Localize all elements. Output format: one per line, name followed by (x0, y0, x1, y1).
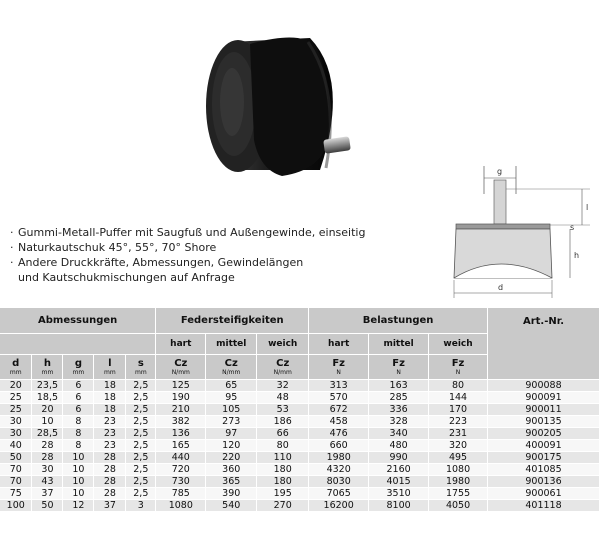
table-cell: 900061 (488, 488, 600, 500)
feature-text: Andere Druckkräfte, Abmessungen, Gewindelängen und Kautschukmischungen auf Anfrage (18, 256, 304, 284)
column-symbol: Fz (451, 357, 465, 369)
table-cell: 900205 (488, 428, 600, 440)
header-blank (0, 334, 156, 355)
table-cell: 480 (369, 440, 429, 452)
table-cell: 2,5 (126, 488, 156, 500)
column-symbol: Cz (174, 357, 188, 369)
table-cell: 336 (369, 404, 429, 416)
table-cell: 220 (206, 452, 257, 464)
column-symbol: g (74, 357, 82, 369)
table-cell: 95 (206, 392, 257, 404)
header-loads: Belastungen (309, 308, 488, 334)
table-cell: 190 (156, 392, 206, 404)
table-cell: 730 (156, 476, 206, 488)
table-cell: 28 (94, 464, 126, 476)
header-soft: weich (429, 334, 488, 355)
header-article-number: Art.-Nr. (488, 308, 600, 380)
table-cell: 390 (206, 488, 257, 500)
header-col-fz-hard (309, 355, 369, 380)
table-cell: 2,5 (126, 416, 156, 428)
table-cell: 10 (32, 416, 63, 428)
table-cell: 8 (63, 416, 94, 428)
table-cell: 328 (369, 416, 429, 428)
table-cell: 476 (309, 428, 369, 440)
table-cell: 48 (257, 392, 309, 404)
table-cell: 1080 (429, 464, 488, 476)
table-cell: 2,5 (126, 440, 156, 452)
header-col-cz-medium (206, 355, 257, 380)
table-cell: 180 (257, 476, 309, 488)
table-cell: 23,5 (32, 380, 63, 392)
table-cell: 900091 (488, 392, 600, 404)
table-cell: 23 (94, 416, 126, 428)
drawing-label-l: l (586, 203, 589, 212)
table-cell: 80 (429, 380, 488, 392)
column-symbol: d (12, 357, 20, 369)
header-col-l (94, 355, 126, 380)
column-symbol: s (137, 357, 144, 369)
column-symbol: Fz (332, 357, 345, 369)
table-cell: 2,5 (126, 392, 156, 404)
table-cell: 285 (369, 392, 429, 404)
column-symbol: h (43, 357, 52, 369)
column-unit: mm (104, 368, 116, 376)
table-cell: 440 (156, 452, 206, 464)
table-row (0, 416, 600, 428)
header-soft: weich (257, 334, 309, 355)
header-col-s (126, 355, 156, 380)
table-cell: 273 (206, 416, 257, 428)
table-cell: 18,5 (32, 392, 63, 404)
column-symbol: Cz (276, 357, 290, 369)
table-cell: 900088 (488, 380, 600, 392)
header-row-groups (0, 308, 600, 334)
header-stiffness: Federsteifigkeiten (156, 308, 309, 334)
table-cell: 20 (32, 404, 63, 416)
table-cell: 100 (0, 500, 32, 512)
table-cell: 4320 (309, 464, 369, 476)
table-cell: 3510 (369, 488, 429, 500)
drawing-label-d: d (498, 283, 504, 292)
table-cell: 18 (94, 404, 126, 416)
feature-item: · Naturkautschuk 45°, 55°, 70° Shore (10, 241, 217, 254)
table-cell: 30 (32, 464, 63, 476)
table-cell: 10 (63, 476, 94, 488)
column-unit: N/mm (273, 368, 292, 376)
column-symbol: l (108, 357, 112, 369)
table-cell: 2,5 (126, 452, 156, 464)
column-unit: N/mm (171, 368, 190, 376)
table-cell: 900135 (488, 416, 600, 428)
table-cell: 8100 (369, 500, 429, 512)
table-row (0, 380, 600, 392)
table-row (0, 500, 600, 512)
table-cell: 401085 (488, 464, 600, 476)
table-cell: 163 (369, 380, 429, 392)
table-cell: 6 (63, 380, 94, 392)
header-col-fz-medium (369, 355, 429, 380)
table-cell: 10 (63, 464, 94, 476)
table-cell: 270 (257, 500, 309, 512)
table-cell: 360 (206, 464, 257, 476)
table-cell: 195 (257, 488, 309, 500)
table-cell: 28 (94, 452, 126, 464)
header-col-cz-hard (156, 355, 206, 380)
product-photo (190, 20, 380, 195)
table-cell: 105 (206, 404, 257, 416)
table-cell: 70 (0, 476, 32, 488)
column-unit: N (396, 368, 401, 376)
table-body (0, 380, 600, 512)
table-cell: 990 (369, 452, 429, 464)
table-cell: 10 (63, 452, 94, 464)
table-cell: 30 (0, 416, 32, 428)
drawing-label-g: g (497, 167, 503, 176)
table-cell: 401118 (488, 500, 600, 512)
header-medium: mittel (206, 334, 257, 355)
table-cell: 28 (32, 440, 63, 452)
spec-table (0, 308, 600, 512)
technical-drawing (440, 158, 600, 303)
table-cell: 8030 (309, 476, 369, 488)
feature-item: · Gummi-Metall-Puffer mit Saugfuß und Außengewinde, einseitig (10, 226, 366, 239)
feature-item: · Andere Druckkräfte, Abmessungen, Gewindelängen und Kautschukmischungen auf Anfrage (10, 256, 304, 284)
table-cell: 365 (206, 476, 257, 488)
header-col-cz-soft (257, 355, 309, 380)
table-row (0, 440, 600, 452)
table-cell: 3 (126, 500, 156, 512)
drawing-label-h: h (574, 251, 580, 260)
column-symbol: Cz (224, 357, 238, 369)
table-cell: 900136 (488, 476, 600, 488)
table-cell: 28 (94, 488, 126, 500)
table-cell: 186 (257, 416, 309, 428)
table-cell: 2,5 (126, 380, 156, 392)
table-cell: 25 (0, 404, 32, 416)
table-cell: 8 (63, 428, 94, 440)
table-cell: 1980 (309, 452, 369, 464)
table-cell: 1080 (156, 500, 206, 512)
table-cell: 2,5 (126, 428, 156, 440)
table-cell: 231 (429, 428, 488, 440)
table-cell: 900175 (488, 452, 600, 464)
table-cell: 18 (94, 380, 126, 392)
table-cell: 458 (309, 416, 369, 428)
table-cell: 12 (63, 500, 94, 512)
table-cell: 2,5 (126, 464, 156, 476)
table-cell: 65 (206, 380, 257, 392)
header-col-g (63, 355, 94, 380)
feature-text: Naturkautschuk 45°, 55°, 70° Shore (18, 241, 217, 254)
table-cell: 40 (0, 440, 32, 452)
table-cell: 1980 (429, 476, 488, 488)
table-cell: 4050 (429, 500, 488, 512)
table-cell: 66 (257, 428, 309, 440)
table-cell: 32 (257, 380, 309, 392)
table-cell: 75 (0, 488, 32, 500)
table-cell: 7065 (309, 488, 369, 500)
table-cell: 313 (309, 380, 369, 392)
table-cell: 210 (156, 404, 206, 416)
table-cell: 340 (369, 428, 429, 440)
table-cell: 20 (0, 380, 32, 392)
table-row (0, 488, 600, 500)
table-cell: 660 (309, 440, 369, 452)
header-medium: mittel (369, 334, 429, 355)
table-row (0, 476, 600, 488)
table-cell: 170 (429, 404, 488, 416)
table-row (0, 392, 600, 404)
table-cell: 28 (32, 452, 63, 464)
table-cell: 223 (429, 416, 488, 428)
table-cell: 8 (63, 440, 94, 452)
table-cell: 2,5 (126, 404, 156, 416)
table-cell: 495 (429, 452, 488, 464)
table-cell: 50 (32, 500, 63, 512)
table-row (0, 428, 600, 440)
table-cell: 120 (206, 440, 257, 452)
table-cell: 6 (63, 404, 94, 416)
table-cell: 23 (94, 440, 126, 452)
table-cell: 570 (309, 392, 369, 404)
table-row (0, 464, 600, 476)
table-cell: 144 (429, 392, 488, 404)
table-cell: 97 (206, 428, 257, 440)
table-cell: 382 (156, 416, 206, 428)
table-cell: 400091 (488, 440, 600, 452)
feature-text: Gummi-Metall-Puffer mit Saugfuß und Außengewinde, einseitig (18, 226, 366, 239)
header-col-fz-soft (429, 355, 488, 380)
table-cell: 2,5 (126, 476, 156, 488)
column-unit: mm (9, 368, 22, 376)
feature-list (10, 225, 430, 285)
table-cell: 28,5 (32, 428, 63, 440)
table-cell: 28 (94, 476, 126, 488)
table-cell: 900011 (488, 404, 600, 416)
table-cell: 672 (309, 404, 369, 416)
table-cell: 37 (32, 488, 63, 500)
header-col-d (0, 355, 32, 380)
header-dimensions: Abmessungen (0, 308, 156, 334)
table-cell: 43 (32, 476, 63, 488)
table-cell: 4015 (369, 476, 429, 488)
table-cell: 2160 (369, 464, 429, 476)
header-hard: hart (156, 334, 206, 355)
table-cell: 10 (63, 488, 94, 500)
table-cell: 540 (206, 500, 257, 512)
table-cell: 110 (257, 452, 309, 464)
table-row (0, 452, 600, 464)
table-cell: 53 (257, 404, 309, 416)
table-cell: 6 (63, 392, 94, 404)
table-cell: 70 (0, 464, 32, 476)
column-unit: N (455, 368, 461, 376)
table-cell: 180 (257, 464, 309, 476)
column-unit: mm (134, 368, 147, 376)
drawing-label-s: s (570, 223, 575, 232)
table-cell: 80 (257, 440, 309, 452)
table-cell: 25 (0, 392, 32, 404)
column-unit: mm (41, 368, 54, 376)
table-cell: 136 (156, 428, 206, 440)
table-cell: 720 (156, 464, 206, 476)
table-cell: 16200 (309, 500, 369, 512)
header-col-h (32, 355, 63, 380)
table-cell: 50 (0, 452, 32, 464)
table-cell: 125 (156, 380, 206, 392)
table-cell: 37 (94, 500, 126, 512)
table-cell: 30 (0, 428, 32, 440)
column-unit: N (336, 368, 341, 376)
table-cell: 1755 (429, 488, 488, 500)
table-cell: 23 (94, 428, 126, 440)
table-cell: 320 (429, 440, 488, 452)
table-row (0, 404, 600, 416)
table-cell: 785 (156, 488, 206, 500)
table-cell: 165 (156, 440, 206, 452)
column-unit: N/mm (222, 368, 241, 376)
table-cell: 18 (94, 392, 126, 404)
column-unit: mm (72, 368, 85, 376)
header-hard: hart (309, 334, 369, 355)
column-symbol: Fz (392, 357, 405, 369)
